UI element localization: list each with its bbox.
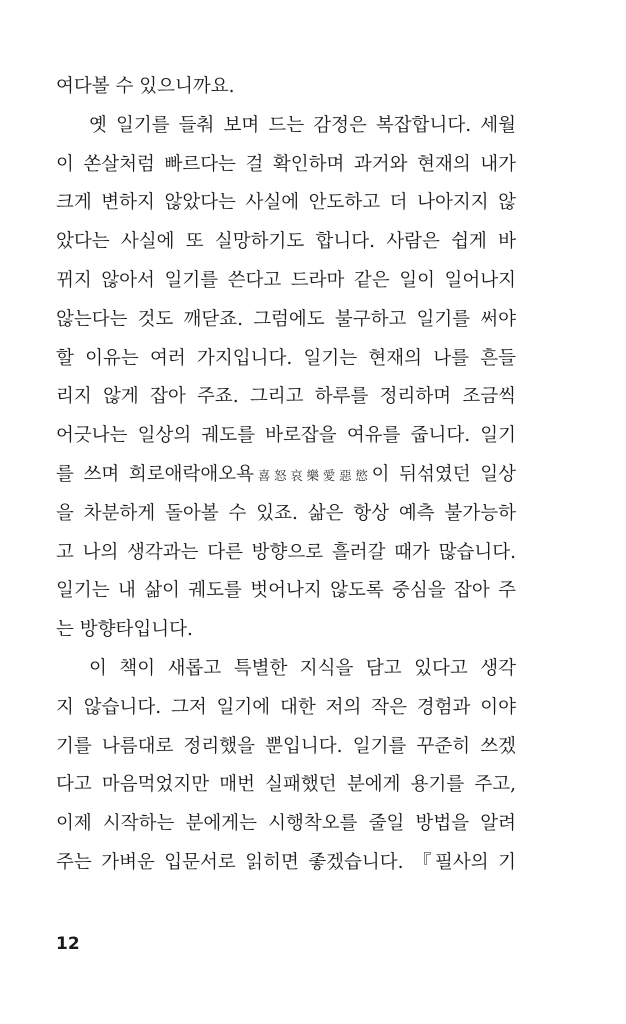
- text-line: 을 차분하게 돌아볼 수 있죠. 삶은 항상 예측 불가능하: [56, 502, 516, 524]
- text-line: 크게 변하지 않았다는 사실에 안도하고 더 나아지지 않: [56, 192, 516, 214]
- text-line: 이제 시작하는 분에게는 시행착오를 줄일 방법을 알려: [56, 813, 516, 835]
- text-segment: 를 쓰며 희로애락애오욕: [56, 463, 254, 485]
- text-line: 주는 가벼운 입문서로 읽히면 좋겠습니다. 『필사의 기: [56, 851, 516, 873]
- text-line: 어긋나는 일상의 궤도를 바로잡을 여유를 줍니다. 일기: [56, 425, 516, 447]
- body-text: [56, 68, 516, 883]
- text-line: 할 이유는 여러 가지입니다. 일기는 현재의 나를 흔들: [56, 347, 516, 369]
- text-line: 리지 않게 잡아 주죠. 그리고 하루를 정리하며 조금씩: [56, 386, 516, 408]
- text-line: 는 방향타입니다.: [56, 619, 193, 641]
- text-line: 기를 나름대로 정리했을 뿐입니다. 일기를 꾸준히 쓰겠: [56, 735, 516, 757]
- text-line: 지 않습니다. 그저 일기에 대한 저의 작은 경험과 이야: [56, 696, 516, 718]
- text-line: 이 쏜살처럼 빠르다는 걸 확인하며 과거와 현재의 내가: [56, 153, 516, 175]
- text-line: 이 책이 새롭고 특별한 지식을 담고 있다고 생각: [89, 657, 516, 679]
- page-number: 12: [56, 934, 80, 954]
- text-segment: 이 뒤섞였던 일상: [371, 463, 516, 485]
- text-line-with-hanja: [56, 456, 516, 495]
- text-line: 고 나의 생각과는 다른 방향으로 흘러갈 때가 많습니다.: [56, 541, 516, 563]
- text-line: 않는다는 것도 깨닫죠. 그럼에도 불구하고 일기를 써야: [56, 308, 516, 330]
- text-line: 뀌지 않아서 일기를 쓴다고 드라마 같은 일이 일어나지: [56, 269, 516, 291]
- text-line: 다고 마음먹었지만 매번 실패했던 분에게 용기를 주고,: [56, 774, 516, 796]
- text-line: 았다는 사실에 또 실망하기도 합니다. 사람은 쉽게 바: [56, 231, 516, 253]
- text-line: 여다볼 수 있으니까요.: [56, 76, 235, 97]
- text-line: 옛 일기를 들춰 보며 드는 감정은 복잡합니다. 세월: [89, 114, 516, 136]
- hanja-annotation: 喜怒哀樂愛惡慾: [254, 467, 372, 483]
- text-line: 일기는 내 삶이 궤도를 벗어나지 않도록 중심을 잡아 주: [56, 580, 516, 602]
